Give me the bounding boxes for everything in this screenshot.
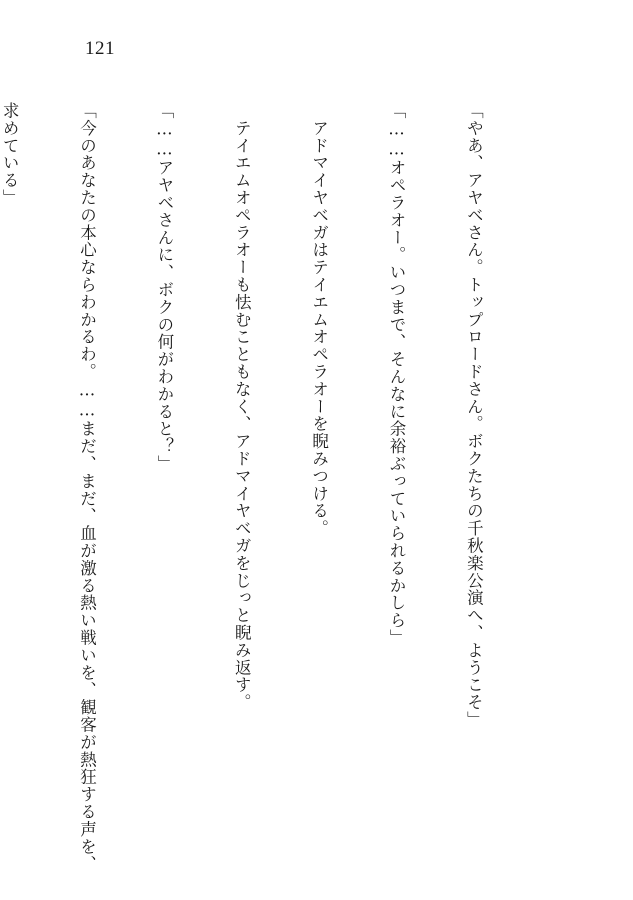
text-line: 「やあ、アヤベさん。トップロードさん。ボクたちの千秋楽公演へ、ようこそ」 [464,102,484,729]
text-line: 求めている」 [0,102,20,207]
text-line: 「……アヤベさんに、ボクの何がわかると？」 [154,102,174,473]
text-line: テイエムオペラオーも怯むこともなく、アドマイヤベガをじっと睨み返す。 [232,102,252,711]
text-line: 「……オペラオー。いつまで、そんなに余裕ぶっていられるかしら」 [387,102,407,647]
page-number: 121 [85,38,115,59]
novel-text-body [0,102,538,873]
text-line: 「今のあなたの本心ならわかるわ。……まだ、まだ、血が激る熱い戦いを、観客が熱狂する声を、 [77,102,97,873]
text-line: アドマイヤベガはテイエムオペラオーを睨みつける。 [309,102,329,537]
